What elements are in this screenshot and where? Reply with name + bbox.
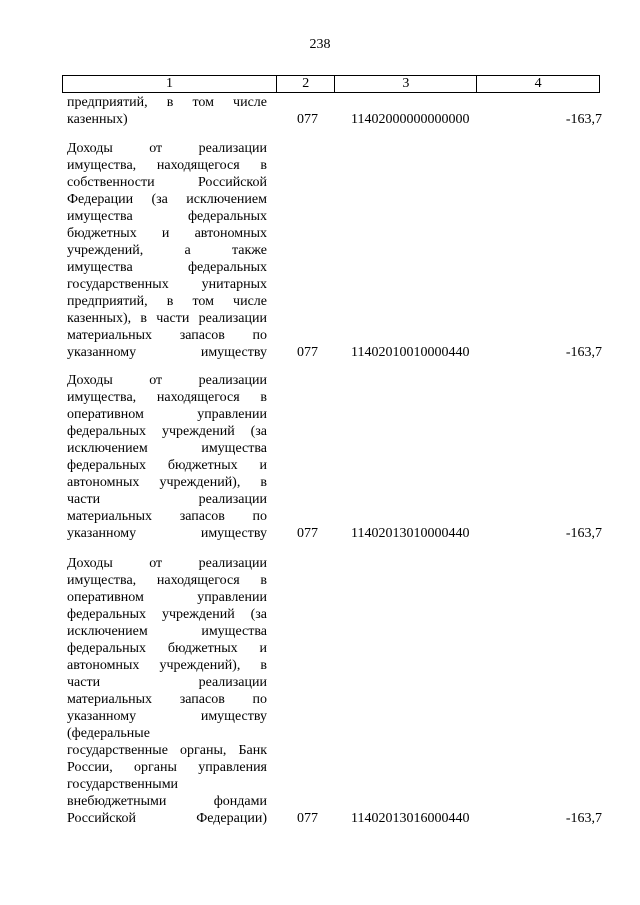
description-line: федеральных учреждений (за: [67, 424, 267, 439]
table-header: [62, 75, 600, 93]
budget-classification-code: 11402010010000440: [351, 345, 470, 360]
budget-classification-code: 11402013016000440: [351, 811, 470, 826]
description-line: Доходы от реализации: [67, 373, 267, 388]
admin-code: 077: [297, 345, 318, 360]
description-line: внебюджетными фондами: [67, 794, 267, 809]
header-col-1: 1: [63, 76, 277, 92]
description-line: имущества, находящегося в: [67, 573, 267, 588]
description-line: материальных запасов по: [67, 509, 267, 524]
description-line: государственных унитарных: [67, 277, 267, 292]
description-line: государственными: [67, 777, 179, 792]
amount-value: -163,7: [565, 112, 602, 127]
description-line: предприятий, в том числе: [67, 95, 267, 110]
description-line: оперативном управлении: [67, 590, 267, 605]
page-number: 238: [309, 37, 331, 52]
description-line: Доходы от реализации: [67, 556, 267, 571]
description-line: автономных учреждений), в: [67, 475, 267, 490]
description-line: имущества федеральных: [67, 209, 267, 224]
description-line: федеральных бюджетных и: [67, 641, 267, 656]
description-line: части реализации: [67, 492, 267, 507]
description-line: материальных запасов по: [67, 692, 267, 707]
description-line: автономных учреждений), в: [67, 658, 267, 673]
description-line: государственные органы, Банк: [67, 743, 267, 758]
admin-code: 077: [297, 526, 318, 541]
row-description: [67, 94, 267, 128]
amount-value: -163,7: [565, 345, 602, 360]
description-line: предприятий, в том числе: [67, 294, 267, 309]
description-line: имущества, находящегося в: [67, 390, 267, 405]
description-line: Федерации (за исключением: [67, 192, 267, 207]
description-line: исключением имущества: [67, 441, 267, 456]
description-line: части реализации: [67, 675, 267, 690]
description-line: казенных): [67, 112, 128, 127]
description-line: Доходы от реализации: [67, 141, 267, 156]
description-line: казенных), в части реализации: [67, 311, 267, 326]
row-description: [67, 140, 267, 361]
description-line: имущества, находящегося в: [67, 158, 267, 173]
amount-value: -163,7: [565, 811, 602, 826]
admin-code: 077: [297, 811, 318, 826]
description-line: учреждений, а также: [67, 243, 267, 258]
description-line: (федеральные: [67, 726, 150, 741]
description-line: указанному имуществу: [67, 526, 267, 541]
description-line: собственности Российской: [67, 175, 267, 190]
amount-value: -163,7: [565, 526, 602, 541]
description-line: материальных запасов по: [67, 328, 267, 343]
budget-classification-code: 11402013010000440: [351, 526, 470, 541]
header-col-2: 2: [277, 76, 335, 92]
description-line: исключением имущества: [67, 624, 267, 639]
description-line: федеральных бюджетных и: [67, 458, 267, 473]
description-line: указанному имуществу: [67, 345, 267, 360]
description-line: оперативном управлении: [67, 407, 267, 422]
description-line: Российской Федерации): [67, 811, 267, 826]
header-col-3: 3: [335, 76, 477, 92]
description-line: указанному имуществу: [67, 709, 267, 724]
admin-code: 077: [297, 112, 318, 127]
header-col-4: 4: [534, 76, 542, 91]
description-line: бюджетных и автономных: [67, 226, 267, 241]
description-line: федеральных учреждений (за: [67, 607, 267, 622]
description-line: имущества федеральных: [67, 260, 267, 275]
row-description: [67, 555, 267, 827]
budget-classification-code: 11402000000000000: [351, 112, 470, 127]
row-description: [67, 372, 267, 542]
description-line: России, органы управления: [67, 760, 267, 775]
